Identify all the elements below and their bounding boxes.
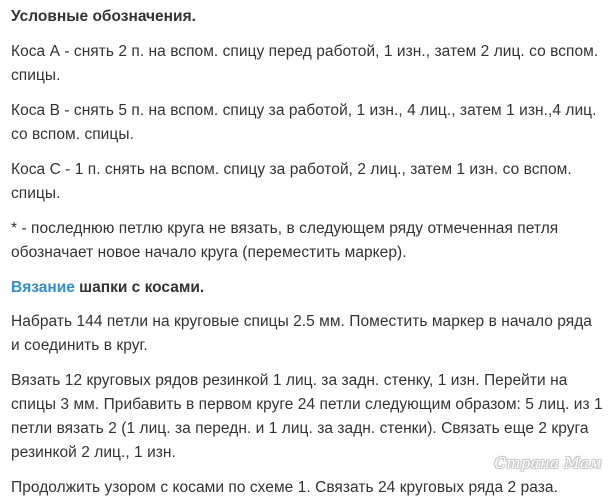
section-title-link[interactable]: Вязание [11, 279, 75, 296]
legend-title: Условные обозначения. [11, 8, 196, 25]
instruction-paragraph-1: Набрать 144 петли на круговые спицы 2.5 мм. Поместить маркер в начало ряда и соединить в круг. [11, 313, 592, 354]
legend-item-cable-a: Коса А - снять 2 п. на вспом. спицу перед работой, 1 изн., затем 2 лиц. со вспом. спицы. [11, 43, 599, 84]
section-title [11, 276, 603, 300]
legend-item-cable-c: Коса С - 1 п. снять на вспом. спицу за работой, 2 лиц., затем 1 изн. со вспом. спицы. [11, 161, 572, 202]
legend-item-cable-b: Коса В - снять 5 п. на вспом. спицу за работой, 1 изн., 4 лиц., затем 1 изн.,4 лиц. со вспом. спицы. [11, 102, 597, 143]
section-title-rest: шапки с косами. [74, 279, 205, 296]
instruction-paragraph-2: Вязать 12 круговых рядов резинкой 1 лиц. за задн. стенку, 1 изн. Перейти на спицы 3 мм. Прибавить в первом круге 24 петли следующим образом: 5 лиц. из 1 петли вязать 2 (1 лиц. за передн. и 1 лиц. за задн. стенки). Связать еще 2 круга резинкой 2 лиц., 1 изн. [11, 372, 603, 461]
document-body [11, 0, 603, 500]
site-watermark: Страна Мам [494, 454, 602, 472]
legend-item-note: * - последнюю петлю круга не вязать, в следующем ряду отмеченная петля обозначает новое начало круга (переместить маркер). [11, 220, 559, 261]
instruction-paragraph-3: Продолжить узором с косами по схеме 1. Связать 24 круговых ряда 2 раза. [11, 479, 558, 496]
